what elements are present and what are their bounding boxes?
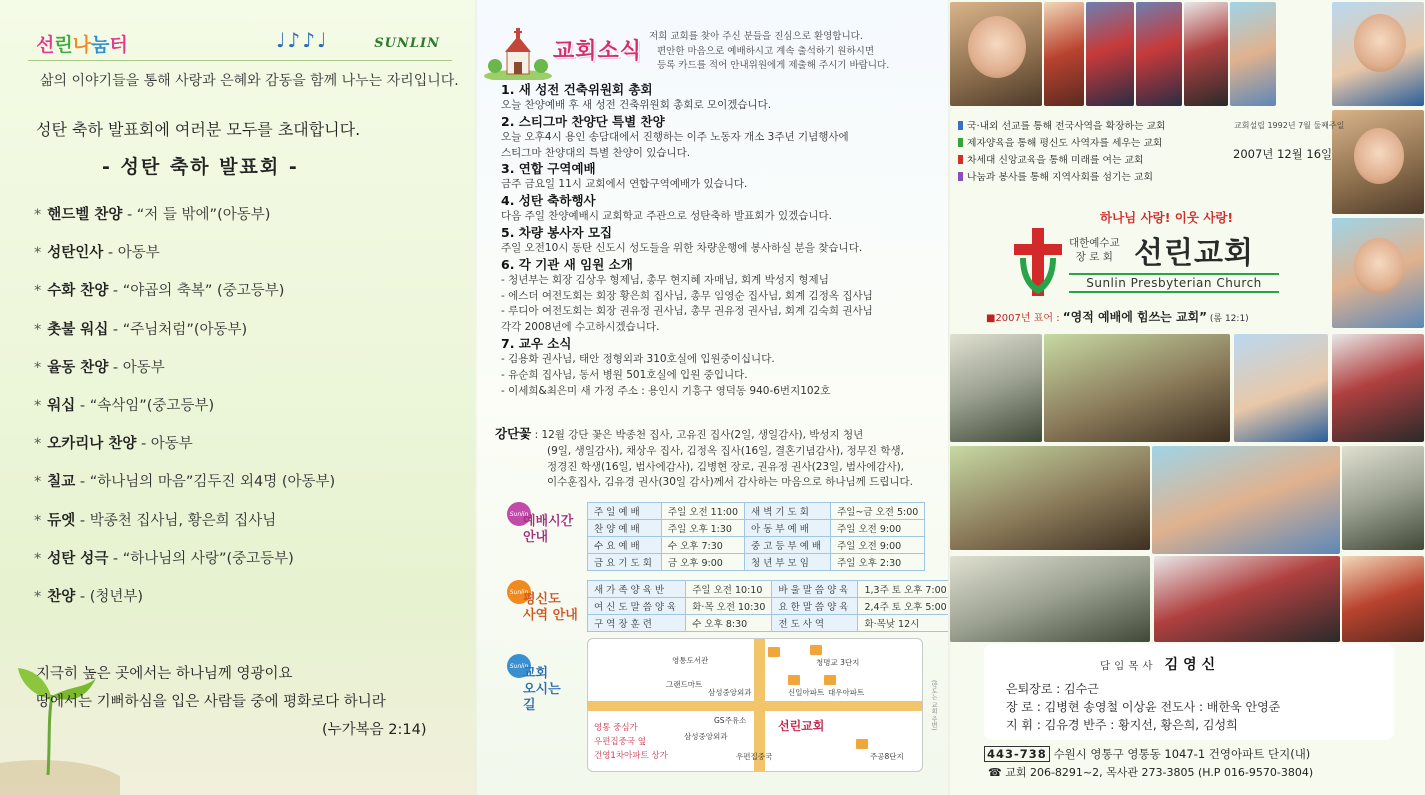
program-item: * 수화 찬양 - “야곱의 축복” (중고등부) <box>34 283 285 300</box>
table-row: 새가족양육반 주일 오전 10:10 바울말씀양육 1,3주 토 오후 7:00 <box>588 581 949 598</box>
panel-program <box>0 0 475 795</box>
photo-group <box>950 334 1042 442</box>
program-item: * 율동 찬양 - 아동부 <box>34 359 165 376</box>
photo-group <box>1234 334 1328 442</box>
staff-line: 지 휘 : 김유경 반주 : 황지선, 황은희, 김성희 <box>1006 718 1238 732</box>
photo-group <box>1086 2 1134 106</box>
table-row: 찬양예배 주일 오후 1:30 아동부예배 주일 오전 9:00 <box>588 520 925 537</box>
vision-item: 제자양육을 통해 평신도 사역자를 세우는 교회 <box>958 135 1166 152</box>
brand-text: SUNLIN <box>374 36 440 51</box>
table-row: 여신도말씀양육 화·목 오전 10:30 요한말씀양육 2,4주 토 오후 5:00 <box>588 598 949 615</box>
program-item: * 듀엣 - 박종천 집사님, 황은희 집사님 <box>34 512 277 529</box>
photo-group <box>950 446 1150 550</box>
photo-child <box>950 2 1042 106</box>
music-notes-icon: ♩♪♪♩ <box>276 28 329 52</box>
photo-group <box>1184 2 1228 106</box>
vision-item: 나눔과 봉사를 통해 지역사회를 섬기는 교회 <box>958 169 1166 186</box>
photo-group <box>1342 556 1424 642</box>
news-item-title: 3. 연합 구역예배 <box>501 161 596 177</box>
table-row: 구역장훈련 수 오후 8:30 전도사역 화·목낮 12시 <box>588 615 949 632</box>
vision-item: 국·내외 선교를 통해 전국사역을 확장하는 교회 <box>958 118 1166 135</box>
program-list <box>34 203 464 623</box>
bible-verse-reference: (누가복음 2:14) <box>322 722 427 738</box>
map-building-icon <box>856 739 868 749</box>
photo-group <box>1152 446 1340 554</box>
worship-times-table <box>587 502 925 571</box>
program-item: * 칠교 - “하나님의 마음”김두진 외4명 (아동부) <box>34 474 336 491</box>
news-item-title: 7. 교우 소식 <box>501 335 572 351</box>
photo-group <box>1044 2 1084 106</box>
program-item: * 찬양 - (청년부) <box>34 588 144 605</box>
table-row: 주일예배 주일 오전 11:00 새벽기도회 주일~금 오전 5:00 <box>588 503 925 520</box>
news-item-title: 5. 차량 봉사자 모집 <box>501 224 613 240</box>
photo-group <box>1044 334 1230 442</box>
map-building-icon <box>788 675 800 685</box>
map-directions-notes: 영통 중심가 우편집중국 옆 건영1차아파트 상가 <box>594 723 668 761</box>
photo-group <box>1332 334 1424 442</box>
invitation-text: 성탄 축하 발표회에 여러분 모두를 초대합니다. <box>36 120 361 139</box>
program-item: * 핸드벨 찬양 - “저 들 밖에”(아동부) <box>34 207 271 223</box>
sunlin-nanumter-logo: 선린나눔터 <box>36 34 128 56</box>
denomination: 대한예수교 장 로 회 <box>1069 237 1120 263</box>
news-item-title: 6. 각 기관 새 임원 소개 <box>501 256 633 272</box>
lay-ministry-table <box>587 580 948 632</box>
staff-line: 장 로 : 김병현 송영철 이상윤 전도사 : 배한욱 안영준 <box>1006 700 1281 714</box>
photo-group <box>1154 556 1340 642</box>
worship-times-badge: Sunlin 예배시간 안내 <box>507 500 579 560</box>
map-road-horizontal <box>588 701 922 711</box>
staff-line: 은퇴장로 : 김수근 <box>1006 682 1099 696</box>
program-item: * 오카리나 찬양 - 아동부 <box>34 436 193 453</box>
news-item-title: 2. 스티그마 찬양단 특별 찬양 <box>501 113 665 129</box>
table-row: 수요예배 수 오후 7:30 중고등부예배 주일 오전 9:00 <box>588 537 925 554</box>
news-heading: 교회소식 <box>553 39 643 64</box>
church-address: 443-738 수원시 영통구 영통동 1047-1 건영아파트 단지(내) <box>984 746 1310 762</box>
altar-flowers-note: 강단꽃 : 12월 강단 꽃은 박종천 집사, 고유진 집사(2일, 생일감사), 박성지 청년 (9일, 생일감사), 채상우 집사, 김정옥 집사(16일, 결혼기념감사), 정무진 학생, 정경진 학생(16일, 범사에감사), 김병현 장로, 권유정 권사(23일, 범사에감사), 이수훈집사, 김유경 권사(30일 감사)께서 감사하는 마음으로 하나님께 드립니다. <box>495 426 914 489</box>
news-list: 1. 새 성전 건축위원회 총회 오늘 찬양예배 후 새 성전 건축위원회 총회로 모이겠습니다. 2. 스티그마 찬양단 특별 찬양 오늘 오후4시 용인 송담대에서 진행하는 이주 노동자 개소 3주년 기념행사에 스티그마 찬양대의 특별 찬양이 있습니다. 3. 연합 구역예배 금주 금요일 11시 교회에서 연합구역예배가 있습니다. 4. 성탄 축하행사 다음 주일 찬양예배시 교회학교 주관으로 성탄축하 발표회가 있겠습니다. 5. 차량 봉사자 모집 주일 오전10시 동탄 신도시 성도들을 위한 차량운행에 봉사하실 분을 찾습니다. 6. 각 기관 새 임원 소개 - 청년부는 회장 김상우 형제님, 총무 현지혜 자매님, 회계 박성지 형제님 - 에스더 여전도회는 회장 황은희 집사님, 총무 임영순 집사님, 회계 김정옥 집사님 - 루디아 여전도회는 회장 권유정 권사님, 총무 권유정 권사님, 회계 김숙희 권사님 각각 2008년에 수고하시겠습니다. 7. 교우 소식 - 김용화 권사님, 태안 정형외과 310호실에 입원중이십니다. - 유순희 집사님, 동서 병원 501호실에 입원 중입니다. - 이세희&최은미 새 가정 주소 : 용인시 기흥구 영덕동 940-6번지102호 <box>501 82 941 399</box>
photo-group <box>1136 2 1182 106</box>
panel-church-news <box>475 0 948 795</box>
chapel-icon <box>483 28 553 80</box>
news-item-title: 4. 성탄 축하행사 <box>501 193 596 209</box>
established-date: 교회설립 1992년 7월 둘째주일 <box>1234 121 1345 130</box>
program-item: * 성탄 성극 - “하나님의 사랑”(중고등부) <box>34 550 294 567</box>
yearly-motto: ■2007년 표어 : “영적 예배에 힘쓰는 교회” (롬 12:1) <box>986 310 1249 324</box>
table-row: 금요기도회 금 오후 9:00 청년부모임 주일 오후 2:30 <box>588 554 925 571</box>
church-name: 선린교회 <box>1134 236 1254 271</box>
program-item: * 촛불 워십 - “주님처럼”(아동부) <box>34 321 248 338</box>
photo-group <box>1342 446 1424 550</box>
church-cross-logo-icon <box>1014 228 1062 296</box>
map-church-marker: 선린교회 <box>778 719 825 733</box>
photo-group <box>1230 2 1276 106</box>
news-item-title: 1. 새 성전 건축위원회 총회 <box>501 82 653 97</box>
lay-ministry-badge: Sunlin 평신도 사역 안내 <box>507 578 579 638</box>
photo-child <box>1332 110 1424 214</box>
church-phone: ☎ 교회 206-8291~2, 목사관 273-3805 (H.P 016-9570-3804) <box>988 766 1314 779</box>
bible-verse: 지극히 높은 곳에서는 하나님께 영광이요 땅에서는 기뻐하심을 입은 사람들 중에 평화로다 하니라 <box>36 666 386 710</box>
church-english-name: Sunlin Presbyterian Church <box>1069 273 1279 293</box>
panel-cover <box>948 0 1425 795</box>
program-title: - 성탄 축하 발표회 - <box>102 156 299 178</box>
senior-pastor: 담임목사 김영신 <box>1100 657 1221 673</box>
photo-child <box>1332 2 1424 106</box>
program-item: * 워십 - “속삭임”(중고등부) <box>34 397 215 414</box>
photo-child <box>1332 218 1424 328</box>
photo-group <box>950 556 1150 642</box>
church-vision-list <box>958 118 1166 186</box>
directions-badge: Sunlin 교회 오시는 길 <box>507 652 579 722</box>
church-slogan: 하나님 사랑! 이웃 사랑! <box>1100 210 1234 225</box>
map-building-icon <box>810 645 822 655</box>
program-item: * 성탄인사 - 아동부 <box>34 245 160 262</box>
map-building-icon <box>824 675 836 685</box>
section-subtitle: 삶의 이야기들을 통해 사랑과 은혜와 감동을 함께 나누는 자리입니다. <box>40 73 459 89</box>
directions-map: 영통도서관 그랜드마트 청명교 3단지 신일아파트 대우아파트 GS주유소 삼성중앙외과 우편집중국 주공8단지 삼성중앙외과 선린교회 영통 중심가 우편집중국 옆 건영1차아파트 상가 <box>587 638 923 772</box>
bulletin-date: 2007년 12월 16일 <box>1233 147 1333 161</box>
sunlin-banner <box>28 28 452 61</box>
vision-item: 차세대 신앙교육을 통해 미래를 여는 교회 <box>958 152 1166 169</box>
map-building-icon <box>768 647 780 657</box>
map-side-note: (약도는 교회 주변) <box>930 680 937 731</box>
welcome-message: 저희 교회를 찾아 주신 분들을 진심으로 환영합니다. 편안한 마음으로 예배하시고 계속 출석하기 원하시면 등록 카드를 적어 안내위원에게 제출해 주시기 바랍니다. <box>649 31 890 71</box>
